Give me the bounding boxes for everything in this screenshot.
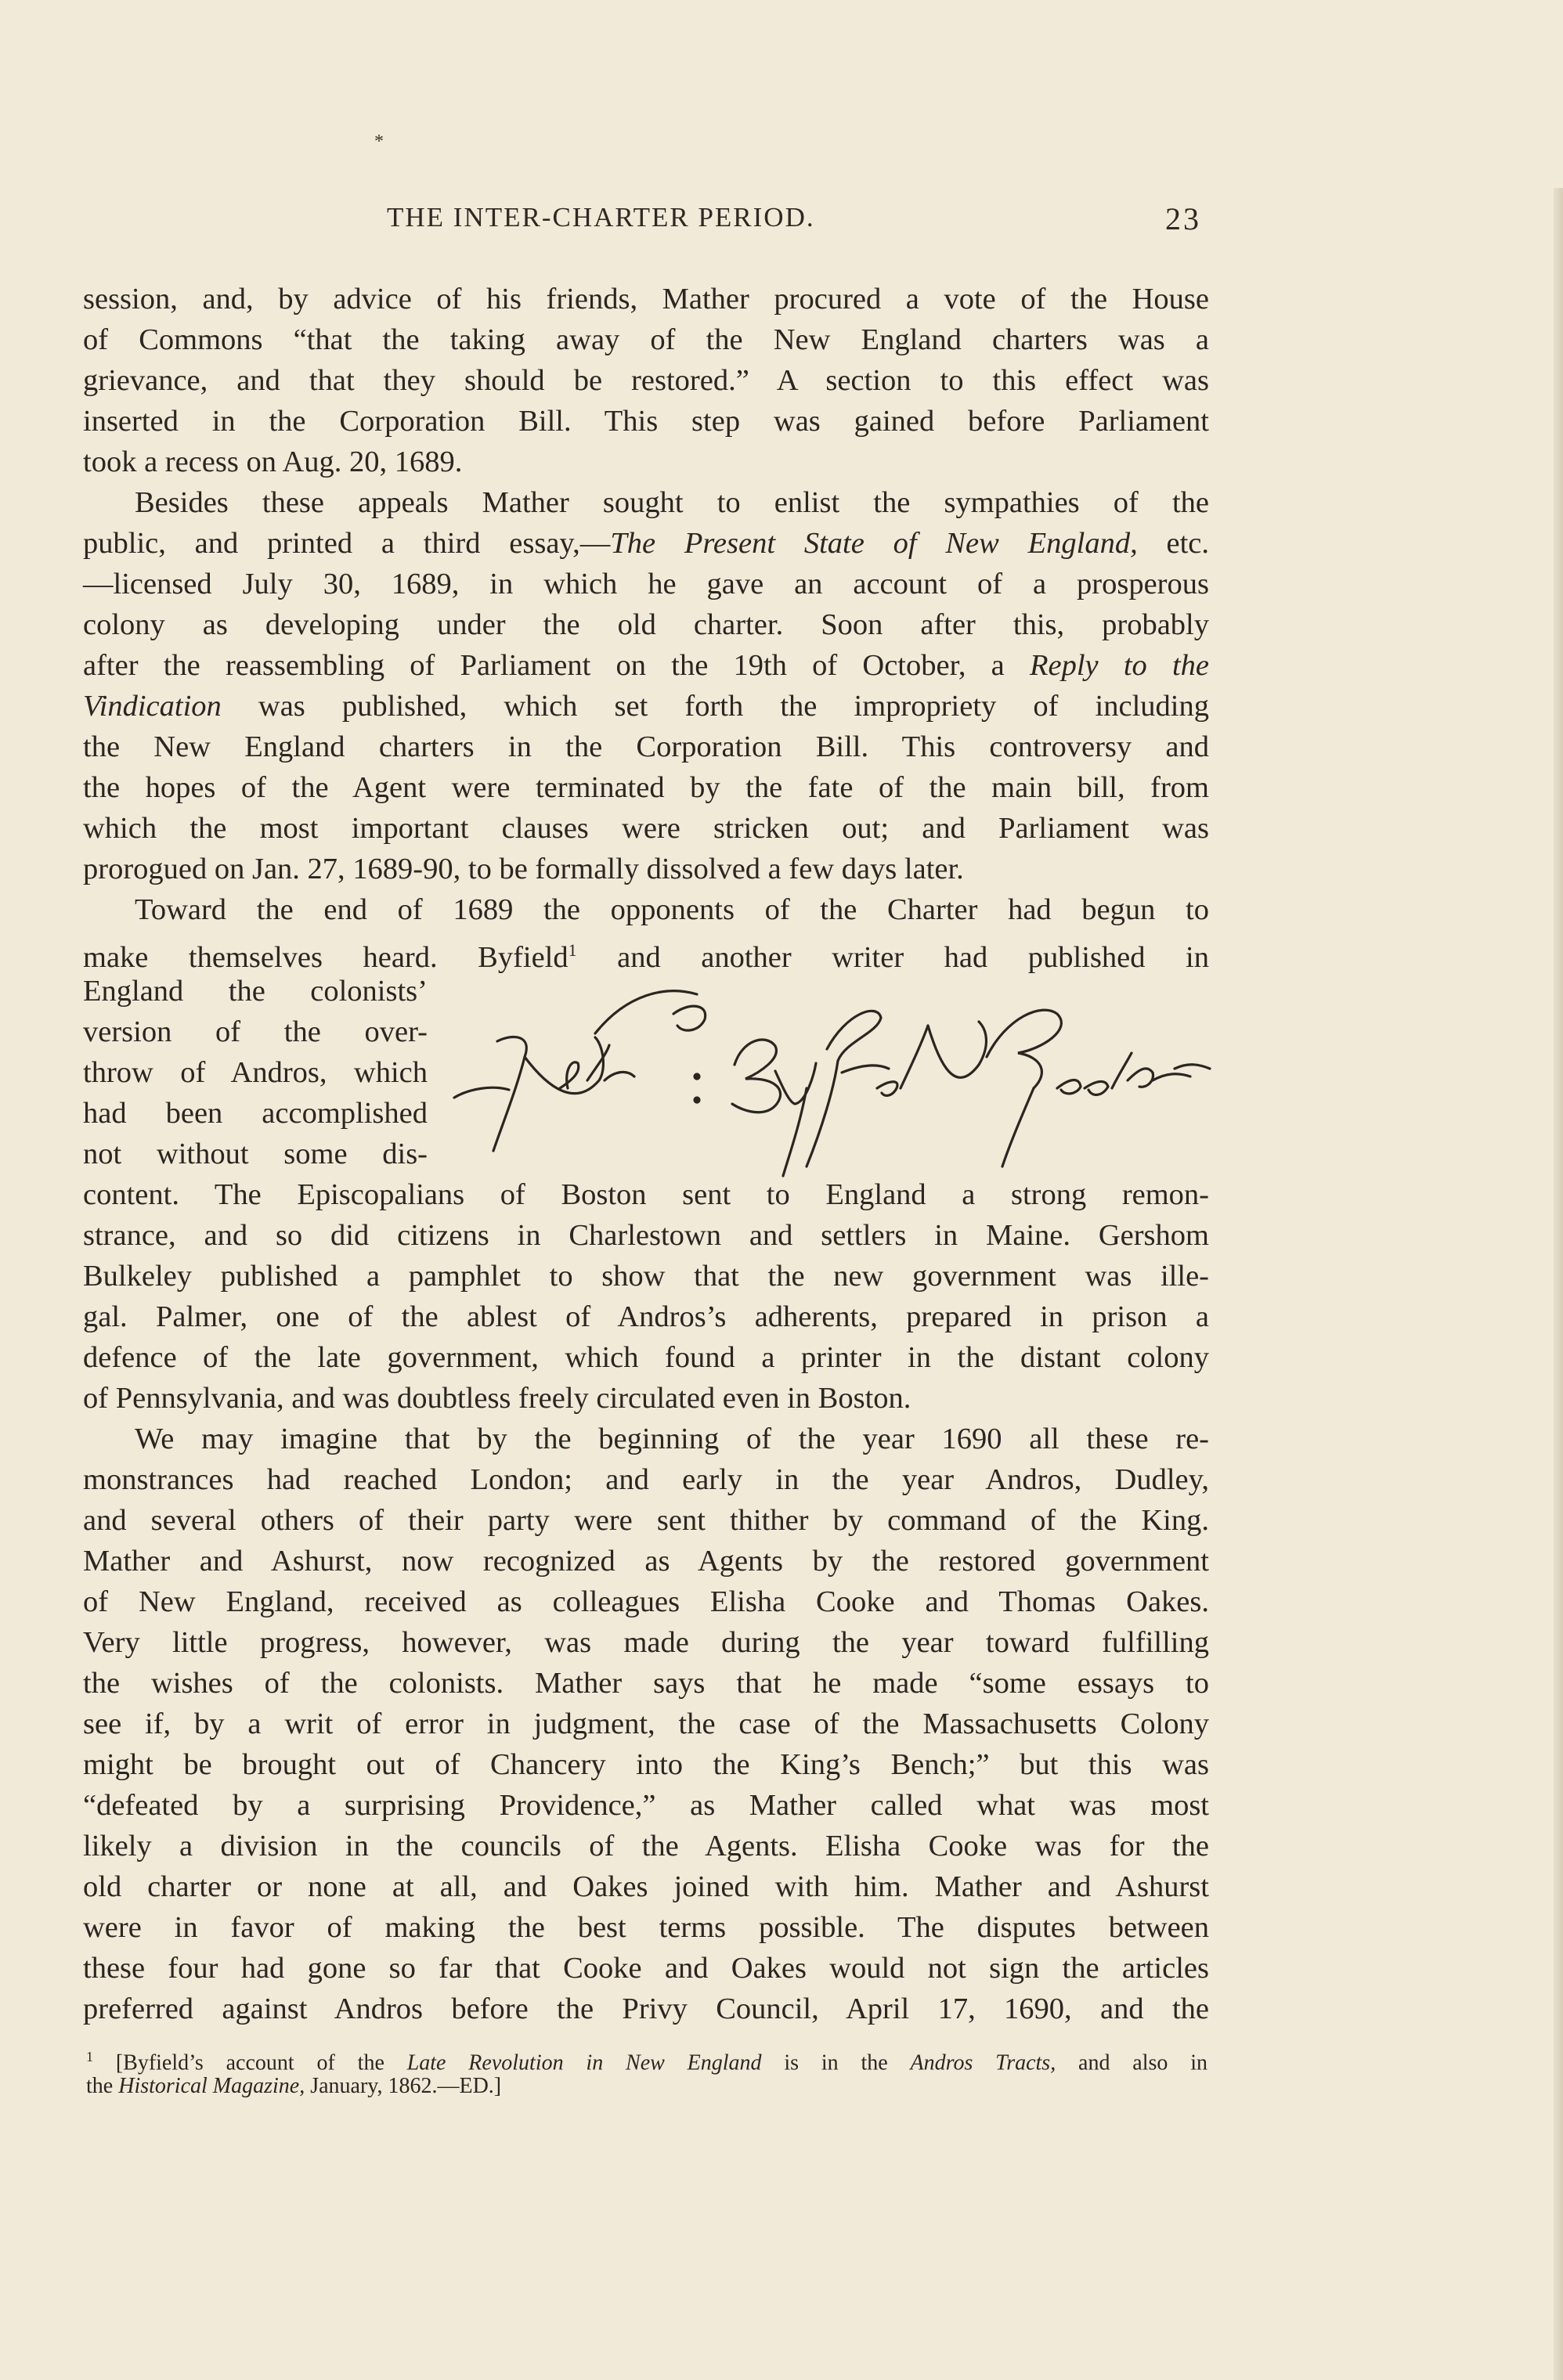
text-line: defence of the late government, which found a printer in the distant colony [83,1341,1209,1374]
text-line: of Pennsylvania, and was doubtless freely circulated even in Boston. [83,1382,911,1415]
text-line: which the most important clauses were stricken out; and Parliament was [83,812,1209,845]
text-line: of New England, received as colleagues Elisha Cooke and Thomas Oakes. [83,1585,1209,1618]
text-run: [Byfield’s account of the [93,2050,407,2075]
text-line: not without some dis- [83,1138,428,1170]
book-title: Vindication [83,690,222,723]
footnote-ref: 1 [568,940,577,960]
page-edge-shadow [1554,188,1563,2380]
text-line: were in favor of making the best terms possible. The disputes between [83,1911,1209,1944]
text-line: prorogued on Jan. 27, 1689-90, to be formally dissolved a few days later. [83,853,964,885]
text-line: Very little progress, however, was made during the year toward fulfilling [83,1626,1209,1659]
text-line: throw of Andros, which [83,1056,428,1089]
text-line: might be brought out of Chancery into the King’s Bench;” but this was [83,1748,1209,1781]
text-line: see if, by a writ of error in judgment, the case of the Massachusetts Colony [83,1707,1209,1740]
text-line: inserted in the Corporation Bill. This step was gained before Parliament [83,405,1209,438]
text-line [83,686,1209,727]
text-line: colony as developing under the old charter. Soon after this, probably [83,608,1209,641]
text-line: preferred against Andros before the Privy Council, April 17, 1690, and the [83,1992,1209,2025]
footnote-mark: 1 [86,2049,93,2064]
footnote-line [86,2072,1207,2101]
text-line: “defeated by a surprising Providence,” as Mather called what was most [83,1789,1209,1822]
text-line: the wishes of the colonists. Mather says that he made “some essays to [83,1667,1209,1700]
page-number: 23 [1165,201,1201,236]
text-line: version of the over- [83,1015,428,1048]
text-line: We may imagine that by the beginning of the year 1690 all these re- [135,1423,1209,1455]
text-line: Besides these appeals Mather sought to enlist the sympathies of the [135,486,1209,519]
text-line: had been accomplished [83,1097,428,1130]
text-line [83,523,1209,564]
text-line: strance, and so did citizens in Charlestown and settlers in Maine. Gershom [83,1219,1209,1252]
running-header: THE INTER-CHARTER PERIOD. [387,202,815,233]
text-line: the New England charters in the Corporation Bill. This controversy and [83,730,1209,763]
book-title: The Present State of New England, [610,527,1138,560]
book-title: Andros Tracts, [910,2050,1056,2075]
text-line: session, and, by advice of his friends, Mather procured a vote of the House [83,283,1209,316]
text-run: after the reassembling of Parliament on the 19th of October, a [83,649,1030,682]
text-line: of Commons “that the taking away of the New England charters was a [83,323,1209,356]
text-line: old charter or none at all, and Oakes joined with him. Mather and Ashurst [83,1870,1209,1903]
text-line: these four had gone so far that Cooke and Oakes would not sign the articles [83,1952,1209,1985]
text-line: Bulkeley published a pamphlet to show that the new government was ille- [83,1260,1209,1293]
text-line: content. The Episcopalians of Boston sent to England a strong remon- [83,1178,1209,1211]
text-run: make themselves heard. Byfield [83,940,569,974]
text-run: and also in [1056,2050,1207,2075]
text-run: public, and printed a third essay,— [83,527,611,560]
book-title: Late Revolution in New England [406,2050,762,2075]
text-line: Toward the end of 1689 the opponents of the Charter had begun to [135,893,1209,926]
text-line: Mather and Ashurst, now recognized as Agents by the restored government [83,1545,1209,1578]
text-run: the [86,2074,119,2098]
text-line: took a recess on Aug. 20, 1689. [83,445,463,478]
text-run: is in the [761,2050,911,2075]
text-run: and another writer had published in [576,940,1209,974]
text-line: and several others of their party were sent thither by command of the King. [83,1504,1209,1537]
text-line: grievance, and that they should be restored.” A section to this effect was [83,364,1209,397]
text-run: January, 1862.—ED.] [305,2074,502,2098]
text-run: etc. [1137,527,1209,560]
text-line: gal. Palmer, one of the ablest of Andros’s adherents, prepared in prison a [83,1300,1209,1333]
text-line [83,645,1209,686]
ornament-mark: * [374,132,384,152]
book-title: Historical Magazine, [118,2074,305,2098]
text-run: was published, which set forth the impropriety of including [221,690,1209,723]
text-line: —licensed July 30, 1689, in which he gave an account of a prosperous [83,568,1209,600]
text-line: likely a division in the councils of the Agents. Elisha Cooke was for the [83,1830,1209,1863]
text-line: England the colonists’ [83,975,428,1008]
text-line: the hopes of the Agent were terminated by the fate of the main bill, from [83,771,1209,804]
signature-image [439,971,1222,1190]
text-line: monstrances had reached London; and early in the year Andros, Dudley, [83,1463,1209,1496]
book-title: Reply to the [1029,649,1210,682]
